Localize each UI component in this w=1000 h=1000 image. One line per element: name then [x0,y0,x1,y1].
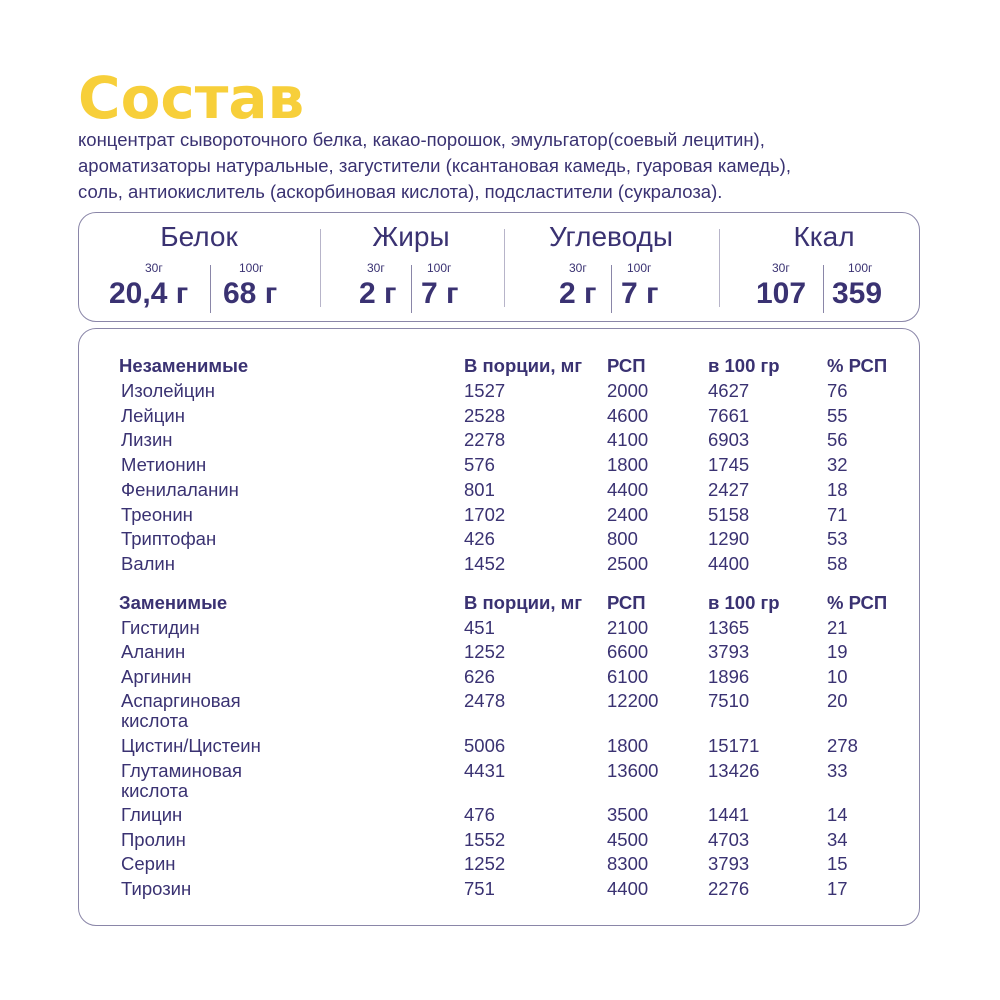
cell-name: Аланин [121,641,186,662]
header-percent-rsp: % РСП [827,355,888,376]
cell-portion: 426 [464,528,495,549]
cell-per100: 1441 [708,804,750,825]
macro-value-100g: 68 г [223,277,278,310]
cell-portion: 2528 [464,405,506,426]
cell-portion: 2278 [464,429,506,450]
cell-rsp: 8300 [607,853,649,874]
cell-rsp: 1800 [607,454,649,475]
cell-rsp: 4400 [607,479,649,500]
ingredients-line: ароматизаторы натуральные, загустители (ксантановая камедь, гуаровая камедь), [78,155,791,176]
macros-panel [78,212,920,322]
macro-divider [823,265,824,313]
cell-per100: 1745 [708,454,750,475]
cell-per100: 5158 [708,504,750,525]
cell-portion: 1527 [464,380,506,401]
cell-percent-rsp: 21 [827,617,848,638]
cell-portion: 1252 [464,853,506,874]
amino-acid-table [78,328,920,926]
cell-per100: 15171 [708,735,760,756]
header-portion: В порции, мг [464,355,583,376]
header-per100: в 100 гр [708,355,780,376]
header-name: Заменимые [119,592,228,613]
macro-name: Ккал [793,221,855,252]
macro-value-100g: 359 [832,277,883,310]
cell-percent-rsp: 56 [827,429,848,450]
cell-per100: 4627 [708,380,750,401]
cell-rsp: 800 [607,528,638,549]
cell-percent-rsp: 20 [827,690,848,711]
macro-sub-30g: 30г [772,261,790,275]
macro-name: Белок [160,221,238,252]
header-per100: в 100 гр [708,592,780,613]
cell-name: Валин [121,553,175,574]
cell-per100: 3793 [708,853,750,874]
cell-portion: 1552 [464,829,506,850]
cell-percent-rsp: 18 [827,479,848,500]
cell-name: Тирозин [121,878,192,899]
ingredients-text [78,127,938,205]
cell-rsp: 2400 [607,504,649,525]
header-portion: В порции, мг [464,592,583,613]
cell-rsp: 4100 [607,429,649,450]
cell-per100: 4703 [708,829,750,850]
macro-sub-100g: 100г [427,261,452,275]
cell-rsp: 1800 [607,735,649,756]
cell-rsp: 4600 [607,405,649,426]
page-title: Состав [78,64,305,132]
cell-name: Триптофан [121,528,217,549]
cell-name: Глутаминовая кислота [121,760,243,801]
cell-percent-rsp: 32 [827,454,848,475]
cell-per100: 3793 [708,641,750,662]
cell-portion: 5006 [464,735,506,756]
cell-rsp: 13600 [607,760,659,781]
cell-percent-rsp: 278 [827,735,858,756]
cell-percent-rsp: 19 [827,641,848,662]
macro-sub-100g: 100г [627,261,652,275]
cell-rsp: 4400 [607,878,649,899]
cell-rsp: 2100 [607,617,649,638]
macro-divider [210,265,211,313]
cell-portion: 4431 [464,760,506,781]
cell-per100: 7510 [708,690,750,711]
cell-rsp: 6600 [607,641,649,662]
cell-name: Аргинин [121,666,192,687]
macro-kcal [720,213,920,321]
cell-per100: 2427 [708,479,750,500]
cell-per100: 7661 [708,405,750,426]
cell-per100: 1290 [708,528,750,549]
cell-portion: 451 [464,617,495,638]
cell-name: Пролин [121,829,186,850]
cell-portion: 801 [464,479,495,500]
cell-name: Лейцин [121,405,185,426]
macro-sub-100g: 100г [239,261,264,275]
cell-percent-rsp: 17 [827,878,848,899]
cell-rsp: 3500 [607,804,649,825]
cell-percent-rsp: 33 [827,760,848,781]
macro-sub-30g: 30г [569,261,587,275]
cell-percent-rsp: 15 [827,853,848,874]
cell-name: Гистидин [121,617,200,638]
header-rsp: РСП [607,355,646,376]
cell-name: Треонин [121,504,193,525]
cell-per100: 1365 [708,617,750,638]
macro-value-30g: 20,4 г [109,277,189,310]
header-percent-rsp: % РСП [827,592,888,613]
macro-value-100g: 7 г [621,277,659,310]
ingredients-line: концентрат сывороточного белка, какао-порошок, эмульгатор(соевый лецитин), [78,129,765,150]
macro-value-30g: 2 г [359,277,397,310]
macro-sub-100g: 100г [848,261,873,275]
macro-value-100g: 7 г [421,277,459,310]
cell-name: Серин [121,853,176,874]
cell-per100: 4400 [708,553,750,574]
cell-name: Глицин [121,804,183,825]
ingredients-line: соль, антиокислитель (аскорбиновая кислота), подсластители (сукралоза). [78,181,723,202]
macro-divider [611,265,612,313]
cell-name: Метионин [121,454,207,475]
macro-carbs [505,213,717,321]
cell-portion: 1702 [464,504,506,525]
cell-name: Цистин/Цистеин [121,735,261,756]
cell-rsp: 2000 [607,380,649,401]
cell-percent-rsp: 14 [827,804,848,825]
cell-portion: 626 [464,666,495,687]
cell-portion: 576 [464,454,495,475]
cell-percent-rsp: 53 [827,528,848,549]
macro-sub-30g: 30г [367,261,385,275]
cell-percent-rsp: 71 [827,504,848,525]
cell-portion: 1452 [464,553,506,574]
cell-name: Лизин [121,429,173,450]
macro-name: Углеводы [548,221,674,252]
cell-percent-rsp: 10 [827,666,848,687]
cell-per100: 13426 [708,760,760,781]
cell-percent-rsp: 55 [827,405,848,426]
cell-per100: 2276 [708,878,750,899]
header-name: Незаменимые [119,355,249,376]
macro-fat [321,213,501,321]
cell-rsp: 6100 [607,666,649,687]
cell-percent-rsp: 58 [827,553,848,574]
cell-portion: 1252 [464,641,506,662]
macro-name: Жиры [372,221,450,252]
macro-protein [79,213,319,321]
cell-name: Фенилаланин [121,479,239,500]
macro-value-30g: 107 [756,277,807,310]
macro-sub-30g: 30г [145,261,163,275]
cell-portion: 2478 [464,690,506,711]
cell-rsp: 4500 [607,829,649,850]
cell-percent-rsp: 76 [827,380,848,401]
cell-per100: 6903 [708,429,750,450]
cell-portion: 476 [464,804,495,825]
cell-rsp: 12200 [607,690,659,711]
macro-divider [411,265,412,313]
cell-name: Аспаргиновая кислота [121,690,241,731]
cell-portion: 751 [464,878,495,899]
cell-name: Изолейцин [121,380,216,401]
macro-value-30g: 2 г [559,277,597,310]
cell-per100: 1896 [708,666,750,687]
cell-rsp: 2500 [607,553,649,574]
cell-percent-rsp: 34 [827,829,848,850]
header-rsp: РСП [607,592,646,613]
